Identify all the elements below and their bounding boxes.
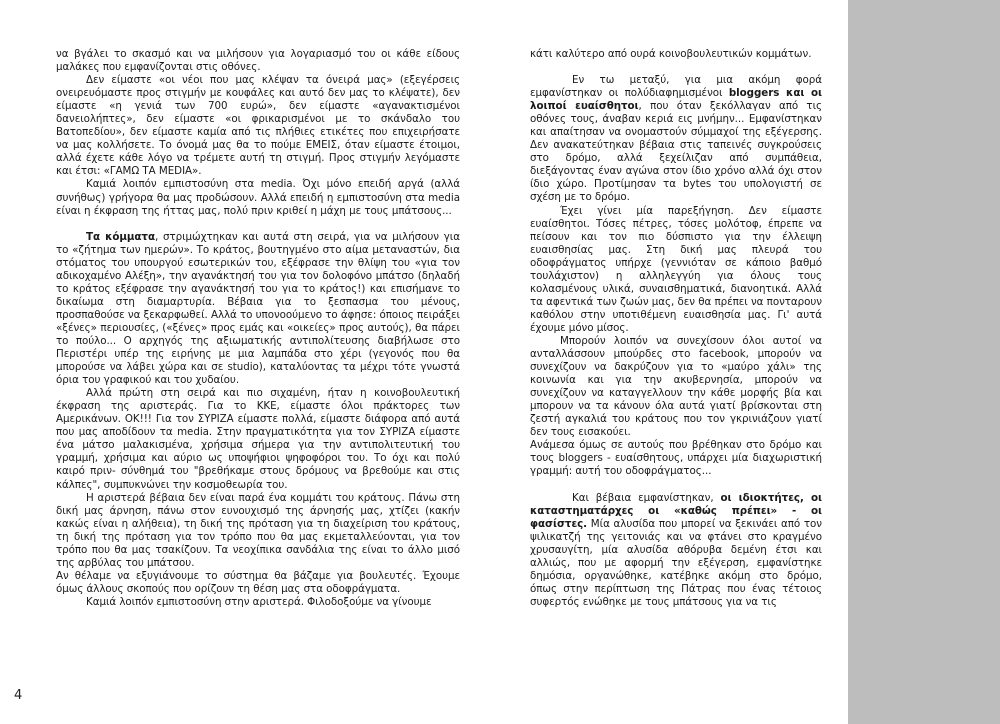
- paragraph-owners: [530, 492, 822, 609]
- right-text-column: [530, 48, 822, 609]
- right-margin-band: [848, 0, 1000, 724]
- paragraph-text: Μία αλυσίδα που μπορεί να ξεκινάει από τον ψιλικατζή της γειτονιάς και να φτάνει στο κραγμένο χρυσαυγίτη, μία αλυσίδα αθόρυβα δεμένη έτσι και αλλιώς, που με αφορμή την εξέγερση, εμφανίστηκε δημόσια, οργανώθηκε, κατέβηκε ακόμη στο δρόμο, όπως στην περίπτωση της Πάτρας που ένας τέτοιος συφερτός ενώθηκε με τους μπάτσους για να τις: [530, 517, 822, 608]
- paragraph: Έχει γίνει μία παρεξήγηση. Δεν είμαστε ευαίσθητοι. Τόσες πέτρες, τόσες μολότοφ, έπρεπε να πείσουν και τον πιο δύσπιστο για την έλλειψη ευαισθησίας μας. Στη δική μας πλευρά του οδοφράγματος υπήρχε (γεννιόταν σε κάποιο βαθμό τουλάχιστον) η αλληλεγγύη για όλους τους κολασμένους υλικά, συναισθηματικά, διανοητικά. Αλλά τα αφεντικά των ζωών μας, δεν θα πρέπει να πονταρουν καθόλου στην υποτιθέμενη ευαισθησία μας. Γι' αυτά έχουμε μόνο μίσος.: [530, 204, 822, 334]
- paragraph: Καμιά λοιπόν εμπιστοσύνη στα media. Όχι μόνο επειδή αργά (αλλά συνήθως) γρήγορα θα μας προδώσουν. Αλλά επειδή η εμπιστοσύνη στα media είναι η έκφραση της ήττας μας, πολύ πριν κριθεί η μάχη με τους μπάτσους...: [56, 178, 460, 217]
- paragraph: Ανάμεσα όμως σε αυτούς που βρέθηκαν στο δρόμο και τους bloggers - ευαίσθητους, υπάρχει μία διαχωριστική γραμμή: αυτή του οδοφράγματος...: [530, 439, 822, 478]
- paragraph-text: Εν τω μεταξύ, για μια ακόμη φορά εμφανίστηκαν οι πολύδιαφημισμένοι: [530, 74, 822, 100]
- paragraph: Μπορούν λοιπόν να συνεχίσουν όλοι αυτοί να ανταλλάσσουν μπούρδες στο facebook, μπορούν να συνεχίζουν να δακρύζουν για το «μαύρο χάλι» της κοινωνία και για την ακυβερνησία, μπορούν να συνεχίζουν να καταγγελλουν την κάθε μορφής βία και μπορουν να τα κάνουν όλα αυτά γιατί βρίσκονται στη ζεστή αγκαλιά του κράτους που τον γκρινιάζουν γιατί δεν τους εισακούει.: [530, 334, 822, 439]
- paragraph-text: , που όταν ξεκόλλαγαν από τις οθόνες τους, άναβαν κεριά εις μνήμην... Εμφανίστηκαν και απαίτησαν να ονομαστούν σύμμαχοί της εξέγερσης. Δεν ανακατεύτηκαν βέβαια στις ταπεινές συγκρούσεις στο δρόμο, αλλά ξεχείλιζαν από συμπάθεια, διεξάγοντας έναν αγώνα στον ίδιο χρόνο αλλά όχι στον ίδιο χώρο. Προτίμησαν τα bytes του υπολογιστή σε σχέση με το δρόμο.: [530, 100, 823, 204]
- paragraph: Αλλά πρώτη στη σειρά και πιο σιχαμένη, ήταν η κοινοβουλευτική έκφραση της αριστεράς. Για το ΚΚΕ, είμαστε όλοι πράκτορες των Αμερικάνων. ΟΚ!!! Για τον ΣΥΡΙΖΑ είμαστε πολλά, είμαστε διάφορα από αυτά που μας αποδίδουν τα media. Στην πραγματικότητα για τον ΣΥΡΙΖΑ είμαστε ένα μάτσο μαλακισμένα, χρήσιμα σήμερα για την αντιπολιτευτική του γραμμή, χρήσιμα και αύριο ως υποψήφιοι ψηφοφόροι του. Το όχι και πολύ καιρό πριν- σύνθημά του "βρεθήκαμε στους δρόμους να βρεθούμε και στις κάλπες", συμπυκνώνει την κοσμοθεωρία του.: [56, 387, 460, 491]
- paragraph: κάτι καλύτερο από ουρά κοινοβουλευτικών κομμάτων.: [530, 48, 812, 60]
- paragraph: Δεν είμαστε «οι νέοι που μας κλέψαν τα όνειρά μας» (εξεγέρσεις ονειρευόμαστε προς στιγμήν με κουφάλες και αυτό δεν μας το κλέψατε), δεν είμαστε «η γενιά των 700 ευρώ», δεν είμαστε «αγανακτισμένοι δανειολήπτες», δεν είμαστε «οι φρικαρισμένοι με το σκάνδαλο του Βατοπεδίου», δεν είμαστε καμία από τις πλήθιες ετικέτες που επιχειρήσατε να μας κολλήσετε. Το όνομά μας θα το πούμε ΕΜΕΙΣ, όταν είμαστε έτοιμοι, αλλά έχετε κάθε λόγο να τρέμετε αυτή τη στιγμή. Προς στιγμήν λεγόμαστε και έτσι: «ΓΑΜΩ ΤΑ MEDIA».: [56, 74, 460, 178]
- paragraph-parties: [56, 231, 460, 388]
- paragraph: να βγάλει το σκασμό και να μιλήσουν για λογαριασμό του οι κάθε είδους μαλάκες που εμφανίζονται στις οθόνες.: [56, 48, 460, 74]
- bold-phrase-owners: οι ιδιοκτήτες, οι καταστηματάρχες οι «καθώς πρέπει» - οι φασίστες.: [530, 491, 822, 530]
- paragraph-text: , στριμώχτηκαν και αυτά στη σειρά, για να μιλήσουν για το «ζήτημα των ημερών». Το κράτος, βουτηγμένο στο αίμα μεταναστών, δια στόματος του υπουργού εσωτερικών του, εξέφρασε την θλίψη του «για τον αδικοχαμένο Αλέξη», την αγανάκτησή του για τον δολοφόνο μπάτσο (δηλαδή το κράτος εξέφρασε την αγανάκτησή του για το κράτος!) και επισήμανε το δικαίωμα στη διαμαρτυρία. Βέβαια για το ξεσπασμα του μένους, προσπαθούσε να ξεκαρφωθεί. Αλλά το υπονοούμενο το άφησε: όποιος πειράξει «ξένες» περιουσίες, («ξένες» προς εμάς και «οικείες» προς αυτούς), θα πάρει το πούλο... Ο αρχηγός της αξιωματικής αντιπολίτευσης διαβήλωσε στο Περιστέρι υπέρ της ειρήνης με μια λαμπάδα στο χέρι (γεγονός που θα μπορούσε να λάβει χώρα και σε studio), καταλύοντας τα μέχρι τότε γνωστά όρια του γραφικού και του χυδαίου.: [56, 230, 460, 387]
- bold-heading-parties: Τα κόμματα: [86, 230, 155, 243]
- paragraph-text: Και βέβαια εμφανίστηκαν,: [572, 491, 721, 504]
- page-number: 4: [14, 688, 23, 703]
- bold-phrase-bloggers: bloggers και οι λοιποί ευαίσθητοι: [530, 87, 822, 113]
- left-text-column: [56, 48, 460, 609]
- paragraph-bloggers: [530, 74, 822, 204]
- paragraph: Η αριστερά βέβαια δεν είναι παρά ένα κομμάτι του κράτους. Πάνω στη δική μας άρνηση, πάνω στον ευνουχισμό της άρνησής μας, χτίζει (κακήν κακώς είναι η αλήθεια), τη δική της πρόταση για τη διαχείριση του κράτους, τη δική της πρόταση για τον τρόπο που θα μας εκμεταλλεύονται, για τον τρόπο που θα μας τσακίζουν. Τα νεοχίπικα σανδάλια της είναι το άλλο μισό της αρβύλας του μπάτσου.: [56, 491, 460, 569]
- paragraph: Αν θέλαμε να εξυγιάνουμε το σύστημα θα βάζαμε για βουλευτές. Έχουμε όμως άλλους σκοπούς που ορίζουν τη θέση μας στα οδοφράγματα.: [56, 569, 460, 595]
- paragraph: Καμιά λοιπόν εμπιστοσύνη στην αριστερά. Φιλοδοξούμε να γίνουμε: [86, 595, 432, 608]
